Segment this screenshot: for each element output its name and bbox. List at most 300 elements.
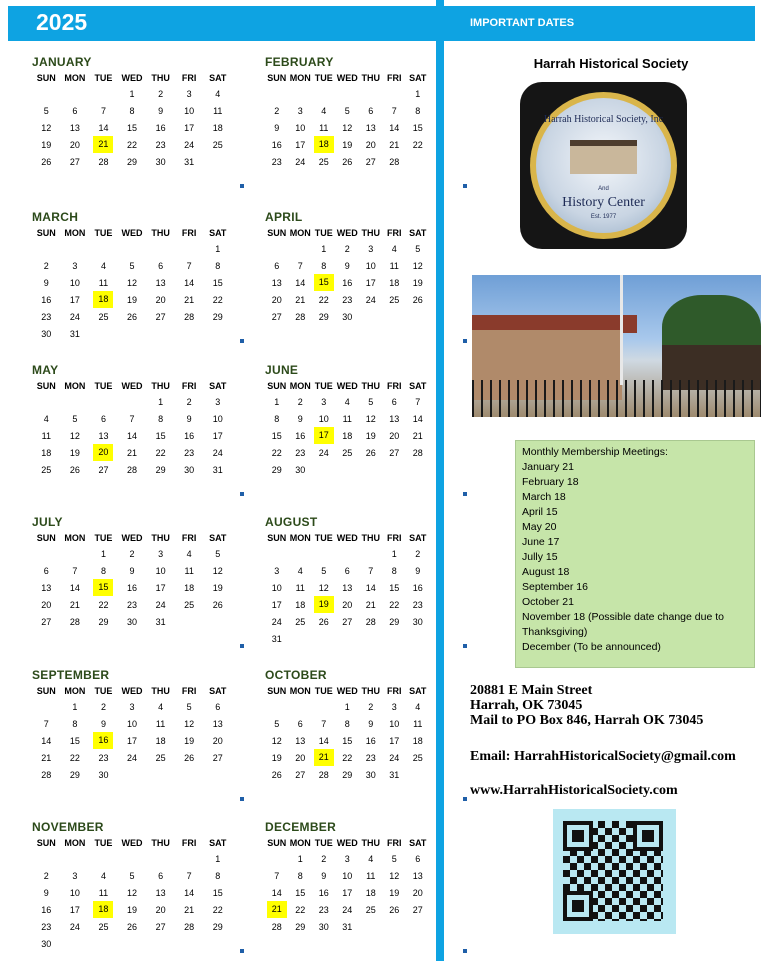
day-cell: 12 — [127, 277, 138, 288]
day-cell: 9 — [158, 105, 164, 116]
day-cell: 8 — [321, 260, 327, 271]
day-cell: 28 — [318, 769, 329, 780]
day-cell: 7 — [415, 396, 421, 407]
day-cell: 7 — [274, 870, 280, 881]
meeting-date: October 21 — [522, 596, 574, 608]
weekday-label: TUE — [314, 380, 333, 391]
day-cell: 15 — [212, 887, 223, 898]
day-cell: 1 — [215, 243, 221, 254]
qr-finder-icon — [633, 821, 663, 851]
week-row — [265, 410, 465, 427]
day-cell: 6 — [415, 853, 421, 864]
week-row — [32, 766, 232, 783]
day-cell: 13 — [342, 582, 353, 593]
day-cell: 27 — [155, 311, 166, 322]
email-address: Email: HarrahHistoricalSociety@gmail.com — [470, 749, 736, 764]
weekday-label: SAT — [209, 837, 227, 848]
day-cell: 4 — [297, 565, 303, 576]
day-cell: 13 — [155, 277, 166, 288]
day-cell: 27 — [271, 311, 282, 322]
day-cell: 20 — [155, 294, 166, 305]
weekday-label: TUE — [94, 380, 113, 391]
day-cell: 5 — [391, 853, 397, 864]
week-row — [32, 867, 232, 884]
day-cell: 11 — [98, 887, 109, 898]
day-cell: 25 — [98, 921, 109, 932]
day-cell: 9 — [415, 565, 421, 576]
day-cell: 30 — [155, 156, 166, 167]
day-cell: 28 — [389, 156, 400, 167]
day-cell: 14 — [365, 582, 376, 593]
day-cell: 5 — [274, 718, 280, 729]
weekday-label: THU — [361, 72, 380, 83]
day-cell: 3 — [158, 548, 164, 559]
weekday-header — [32, 378, 232, 393]
day-cell: 22 — [98, 599, 109, 610]
day-cell: 9 — [129, 565, 135, 576]
day-cell: 2 — [368, 701, 374, 712]
weekday-label: FRI — [181, 532, 197, 543]
day-cell: 14 — [127, 430, 138, 441]
day-cell: 21 — [41, 752, 52, 763]
day-cell: 7 — [297, 260, 303, 271]
day-cell — [312, 274, 336, 291]
month-september — [32, 668, 232, 783]
weekday-label: THU — [361, 227, 380, 238]
day-cell: 3 — [321, 396, 327, 407]
day-cell: 29 — [295, 921, 306, 932]
week-row — [265, 393, 465, 410]
day-cell: 7 — [368, 565, 374, 576]
day-cell — [89, 291, 118, 308]
day-cell: 24 — [318, 447, 329, 458]
week-row — [32, 715, 232, 732]
day-cell: 27 — [342, 616, 353, 627]
day-cell: 20 — [412, 887, 423, 898]
day-cell: 29 — [389, 616, 400, 627]
day-cell: 15 — [389, 582, 400, 593]
day-cell: 26 — [127, 921, 138, 932]
weekday-header — [265, 835, 465, 850]
address-block — [470, 683, 703, 728]
week-row — [32, 427, 232, 444]
weekday-label: TUE — [314, 837, 333, 848]
day-cell: 12 — [271, 735, 282, 746]
day-cell: 4 — [344, 396, 350, 407]
weekday-label: WED — [336, 685, 358, 696]
website-link[interactable]: www.HarrahHistoricalSociety.com — [470, 783, 678, 798]
meeting-date: January 21 — [522, 461, 574, 473]
weekday-header — [265, 378, 465, 393]
day-cell: 10 — [342, 870, 353, 881]
day-cell: 3 — [72, 260, 78, 271]
meeting-day-highlight: 20 — [93, 444, 113, 461]
day-cell: 7 — [43, 718, 49, 729]
day-cell: 5 — [129, 260, 135, 271]
corner-mark-icon — [240, 339, 244, 343]
day-cell: 23 — [41, 921, 52, 932]
week-row — [32, 153, 232, 170]
day-cell: 11 — [98, 277, 109, 288]
weekday-label: SAT — [409, 380, 427, 391]
day-cell: 20 — [69, 139, 80, 150]
day-cell: 3 — [129, 701, 135, 712]
corner-mark-icon — [463, 949, 467, 953]
day-cell: 14 — [184, 277, 195, 288]
day-cell: 3 — [186, 88, 192, 99]
day-cell: 12 — [318, 582, 329, 593]
day-cell: 15 — [69, 735, 80, 746]
day-cell: 1 — [274, 396, 280, 407]
weekday-header — [32, 70, 232, 85]
day-cell: 23 — [318, 904, 329, 915]
day-cell: 1 — [72, 701, 78, 712]
weekday-label: TUE — [314, 72, 333, 83]
day-cell: 29 — [212, 311, 223, 322]
month-april — [265, 210, 465, 325]
day-cell: 9 — [368, 718, 374, 729]
day-cell: 1 — [129, 88, 135, 99]
day-cell: 24 — [69, 311, 80, 322]
photo-fence — [472, 380, 761, 417]
day-cell: 8 — [72, 718, 78, 729]
week-row — [32, 410, 232, 427]
day-cell: 16 — [271, 139, 282, 150]
day-cell: 13 — [41, 582, 52, 593]
street-address: 20881 E Main Street — [470, 683, 593, 698]
org-name: Harrah Historical Society — [533, 56, 689, 71]
day-cell: 30 — [318, 921, 329, 932]
day-cell: 7 — [186, 870, 192, 881]
day-cell: 12 — [184, 718, 195, 729]
day-cell: 24 — [212, 447, 223, 458]
day-cell: 18 — [389, 277, 400, 288]
day-cell: 22 — [412, 139, 423, 150]
day-cell: 20 — [155, 904, 166, 915]
day-cell: 26 — [365, 447, 376, 458]
day-cell: 26 — [212, 599, 223, 610]
important-dates-bar — [444, 6, 755, 41]
month-december — [265, 820, 465, 935]
qr-finder-icon — [563, 821, 593, 851]
week-row — [32, 240, 232, 257]
day-cell: 15 — [212, 277, 223, 288]
weekday-label: THU — [361, 685, 380, 696]
day-cell: 22 — [295, 904, 306, 915]
day-cell: 12 — [365, 413, 376, 424]
week-row — [32, 579, 232, 596]
day-cell: 2 — [43, 870, 49, 881]
day-cell: 18 — [365, 887, 376, 898]
day-cell: 15 — [342, 735, 353, 746]
month-title: JULY — [32, 515, 63, 529]
day-cell: 19 — [389, 887, 400, 898]
day-cell: 13 — [412, 870, 423, 881]
day-cell: 13 — [69, 122, 80, 133]
week-row — [265, 901, 465, 918]
day-cell: 10 — [318, 413, 329, 424]
day-cell: 13 — [212, 718, 223, 729]
month-may — [32, 363, 232, 478]
week-row — [32, 444, 232, 461]
day-cell: 24 — [295, 156, 306, 167]
day-cell: 20 — [295, 752, 306, 763]
day-cell: 30 — [41, 328, 52, 339]
day-cell: 17 — [69, 904, 80, 915]
weekday-label: MON — [289, 532, 311, 543]
week-row — [32, 461, 232, 478]
day-cell: 14 — [271, 887, 282, 898]
weekday-label: WED — [336, 380, 358, 391]
day-cell: 13 — [271, 277, 282, 288]
day-cell: 11 — [389, 260, 399, 271]
day-cell: 11 — [342, 413, 352, 424]
corner-mark-icon — [240, 797, 244, 801]
day-cell — [312, 427, 336, 444]
day-cell: 2 — [321, 853, 327, 864]
day-cell: 20 — [342, 599, 353, 610]
meeting-date: December (To be announced) — [522, 641, 661, 653]
meetings-box — [515, 440, 755, 668]
weekday-label: SUN — [267, 380, 287, 391]
weekday-header — [32, 530, 232, 545]
day-cell: 16 — [155, 122, 166, 133]
week-row — [265, 698, 465, 715]
weekday-label: THU — [151, 532, 170, 543]
day-cell: 16 — [184, 430, 195, 441]
day-cell: 9 — [43, 887, 49, 898]
day-cell: 19 — [69, 447, 80, 458]
day-cell: 6 — [158, 260, 164, 271]
day-cell: 8 — [344, 718, 350, 729]
society-logo — [520, 82, 687, 249]
day-cell: 24 — [342, 904, 353, 915]
weekday-label: MON — [64, 227, 86, 238]
weekday-label: WED — [121, 227, 143, 238]
day-cell: 3 — [215, 396, 221, 407]
weekday-label: THU — [361, 837, 380, 848]
week-row — [265, 766, 465, 783]
week-row — [32, 613, 232, 630]
week-row — [265, 918, 465, 935]
weekday-label: WED — [121, 380, 143, 391]
day-cell: 25 — [295, 616, 306, 627]
day-cell: 4 — [158, 701, 164, 712]
weekday-label: SUN — [36, 685, 56, 696]
week-row — [32, 884, 232, 901]
day-cell: 30 — [127, 616, 138, 627]
day-cell: 6 — [391, 396, 397, 407]
day-cell: 31 — [271, 633, 282, 644]
meeting-day-highlight: 21 — [93, 136, 113, 153]
corner-mark-icon — [240, 184, 244, 188]
day-cell: 17 — [155, 582, 166, 593]
day-cell: 21 — [295, 294, 306, 305]
day-cell: 9 — [43, 277, 49, 288]
day-cell: 6 — [297, 718, 303, 729]
week-row — [265, 630, 465, 647]
day-cell: 2 — [186, 396, 192, 407]
year-title: 2025 — [36, 9, 88, 35]
week-row — [265, 308, 465, 325]
day-cell: 28 — [412, 447, 423, 458]
logo-center-text: History Center — [562, 195, 645, 210]
day-cell: 5 — [344, 105, 350, 116]
day-cell: 23 — [271, 156, 282, 167]
month-title: DECEMBER — [265, 820, 337, 834]
day-cell: 16 — [342, 277, 353, 288]
day-cell: 11 — [155, 718, 166, 729]
weekday-label: THU — [361, 532, 380, 543]
weekday-label: SAT — [409, 837, 427, 848]
weekday-label: TUE — [94, 837, 113, 848]
day-cell — [265, 901, 289, 918]
meeting-day-highlight: 15 — [314, 274, 334, 291]
weekday-label: MON — [289, 227, 311, 238]
weekday-label: SUN — [36, 837, 56, 848]
day-cell: 6 — [72, 105, 78, 116]
week-row — [265, 85, 465, 102]
day-cell: 17 — [271, 599, 282, 610]
day-cell: 20 — [41, 599, 52, 610]
day-cell: 5 — [186, 701, 192, 712]
day-cell: 18 — [212, 122, 223, 133]
day-cell: 29 — [155, 464, 166, 475]
day-cell: 16 — [412, 582, 423, 593]
day-cell: 14 — [318, 735, 329, 746]
day-cell: 2 — [344, 243, 350, 254]
month-march — [32, 210, 232, 342]
day-cell: 3 — [391, 701, 397, 712]
day-cell: 27 — [212, 752, 223, 763]
day-cell: 23 — [98, 752, 109, 763]
day-cell: 2 — [297, 396, 303, 407]
week-row — [32, 136, 232, 153]
day-cell: 14 — [295, 277, 306, 288]
day-cell: 29 — [98, 616, 109, 627]
week-row — [265, 613, 465, 630]
day-cell: 8 — [129, 105, 135, 116]
day-cell: 9 — [344, 260, 350, 271]
week-row — [265, 102, 465, 119]
day-cell: 15 — [295, 887, 306, 898]
weekday-header — [265, 530, 465, 545]
day-cell: 22 — [212, 294, 223, 305]
day-cell: 19 — [365, 430, 376, 441]
day-cell: 2 — [100, 701, 106, 712]
day-cell: 23 — [127, 599, 138, 610]
weekday-label: TUE — [314, 685, 333, 696]
meeting-date: June 17 — [522, 536, 560, 548]
day-cell: 9 — [321, 870, 327, 881]
day-cell: 28 — [365, 616, 376, 627]
corner-mark-icon — [240, 492, 244, 496]
day-cell: 26 — [41, 156, 52, 167]
day-cell: 30 — [184, 464, 195, 475]
weekday-label: FRI — [181, 685, 197, 696]
week-row — [265, 240, 465, 257]
day-cell: 20 — [365, 139, 376, 150]
day-cell: 21 — [69, 599, 80, 610]
day-cell: 12 — [342, 122, 353, 133]
day-cell: 5 — [321, 565, 327, 576]
day-cell: 7 — [129, 413, 135, 424]
day-cell: 1 — [321, 243, 327, 254]
day-cell: 29 — [342, 769, 353, 780]
day-cell: 25 — [412, 752, 423, 763]
weekday-header — [265, 683, 465, 698]
day-cell: 18 — [412, 735, 423, 746]
day-cell: 7 — [321, 718, 327, 729]
day-cell: 10 — [69, 887, 80, 898]
day-cell: 22 — [69, 752, 80, 763]
day-cell: 23 — [41, 311, 52, 322]
day-cell: 26 — [184, 752, 195, 763]
day-cell: 15 — [412, 122, 423, 133]
day-cell: 1 — [391, 548, 397, 559]
day-cell: 10 — [212, 413, 223, 424]
week-row — [265, 850, 465, 867]
day-cell: 25 — [184, 599, 195, 610]
month-october — [265, 668, 465, 783]
day-cell: 1 — [344, 701, 350, 712]
day-cell: 31 — [389, 769, 400, 780]
day-cell: 24 — [69, 921, 80, 932]
meeting-day-highlight: 21 — [267, 901, 287, 918]
day-cell: 17 — [184, 122, 195, 133]
day-cell: 10 — [69, 277, 80, 288]
day-cell: 1 — [415, 88, 421, 99]
day-cell: 28 — [271, 921, 282, 932]
weekday-label: FRI — [387, 380, 402, 391]
week-row — [265, 884, 465, 901]
meeting-date: August 18 — [522, 566, 570, 578]
day-cell: 29 — [69, 769, 80, 780]
weekday-label: SAT — [209, 532, 227, 543]
day-cell: 19 — [342, 139, 353, 150]
week-row — [32, 850, 232, 867]
day-cell: 28 — [69, 616, 80, 627]
weekday-label: SAT — [209, 380, 227, 391]
day-cell: 25 — [365, 904, 376, 915]
qr-code-panel — [553, 809, 676, 934]
day-cell: 11 — [213, 105, 223, 116]
logo-inner — [536, 98, 671, 233]
day-cell: 13 — [98, 430, 109, 441]
day-cell: 8 — [215, 870, 221, 881]
day-cell: 26 — [342, 156, 353, 167]
week-row — [32, 918, 232, 935]
day-cell: 21 — [365, 599, 376, 610]
day-cell: 2 — [274, 105, 280, 116]
weekday-label: SUN — [267, 532, 287, 543]
weekday-label: TUE — [314, 532, 333, 543]
corner-mark-icon — [463, 797, 467, 801]
day-cell: 12 — [41, 122, 52, 133]
weekday-label: WED — [336, 227, 358, 238]
day-cell: 27 — [412, 904, 423, 915]
weekday-label: MON — [64, 685, 86, 696]
week-row — [32, 562, 232, 579]
day-cell: 5 — [368, 396, 374, 407]
weekday-label: WED — [121, 685, 143, 696]
day-cell: 19 — [212, 582, 223, 593]
week-row — [265, 427, 465, 444]
day-cell: 23 — [155, 139, 166, 150]
meeting-day-highlight: 16 — [93, 732, 113, 749]
day-cell: 4 — [100, 870, 106, 881]
weekday-label: MON — [289, 837, 311, 848]
